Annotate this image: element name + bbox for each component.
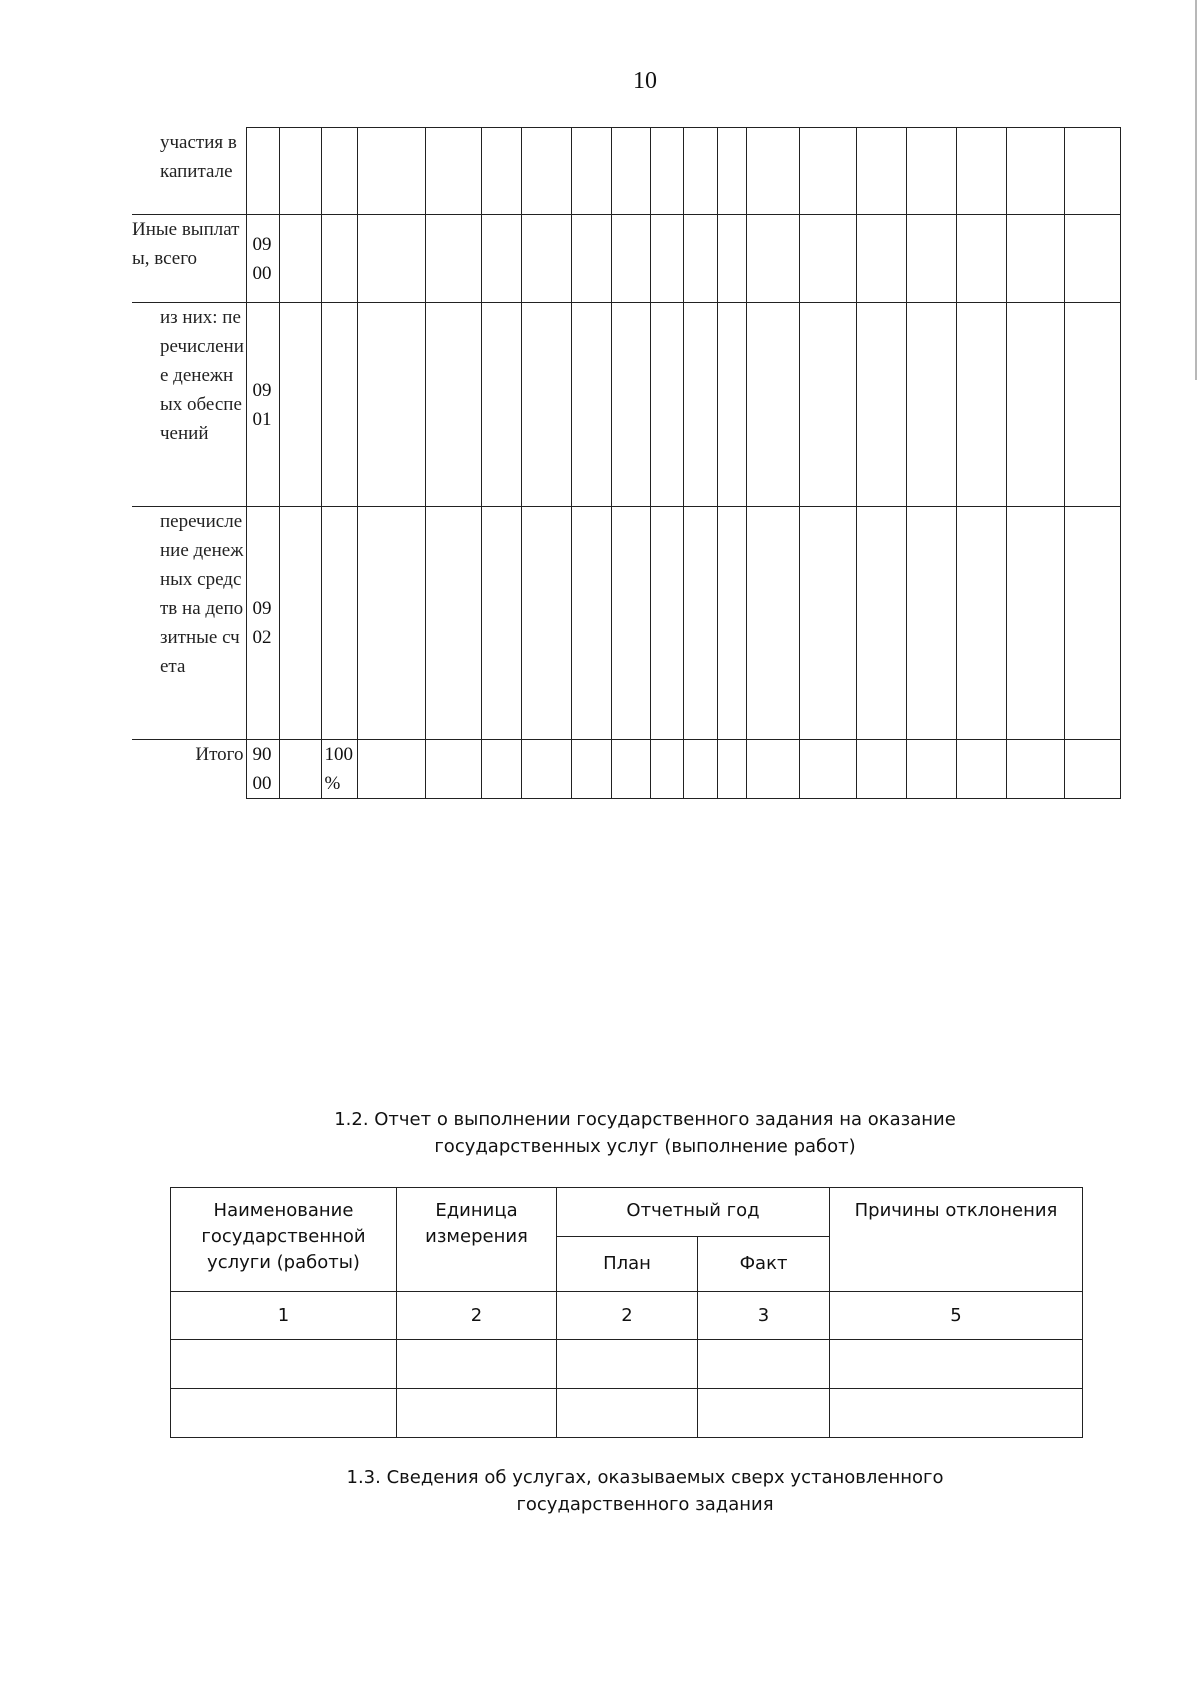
section-1-3-title-line2: государственного задания: [516, 1494, 774, 1515]
table-number-row: [171, 1292, 1083, 1340]
table-row: [132, 128, 1120, 215]
row-label: Итого: [132, 740, 246, 799]
column-number: 2: [397, 1292, 557, 1340]
row-code: 90 00: [246, 740, 279, 799]
column-number: 3: [698, 1292, 830, 1340]
row-label: перечисление денежных средств на депозитные счета: [132, 507, 246, 740]
section-1-2-title: [0, 1106, 1200, 1160]
section-1-3-title: [0, 1464, 1200, 1518]
row-code: 09 02: [246, 507, 279, 740]
table-row-total: [132, 740, 1120, 799]
payments-table: [132, 127, 1121, 799]
table-header-row: [171, 1188, 1083, 1237]
table-row: [171, 1389, 1083, 1438]
table-row: [132, 215, 1120, 303]
row-percent: 100 %: [321, 740, 357, 799]
table-row: [132, 303, 1120, 507]
header-fact: Факт: [698, 1237, 830, 1292]
row-label: из них: перечисление денежных обеспечений: [132, 303, 246, 507]
table-row: [132, 507, 1120, 740]
header-unit: Единица измерения: [397, 1188, 557, 1292]
column-number: 2: [557, 1292, 698, 1340]
row-label: Иные выплаты, всего: [132, 215, 246, 303]
row-code: [246, 128, 279, 215]
row-code: 09 01: [246, 303, 279, 507]
state-assignment-table: [170, 1187, 1083, 1438]
header-reporting-year: Отчетный год: [557, 1188, 830, 1237]
page-number: 10: [633, 68, 657, 94]
row-label: участия в капитале: [132, 128, 246, 215]
section-1-2-title-line2: государственных услуг (выполнение работ): [434, 1136, 856, 1157]
table-row: [171, 1340, 1083, 1389]
scan-edge-mark: [1195, 0, 1197, 380]
header-service-name: Наименование государственной услуги (работы): [171, 1188, 397, 1292]
section-1-3-title-line1: 1.3. Сведения об услугах, оказываемых сверх установленного: [346, 1467, 944, 1488]
header-plan: План: [557, 1237, 698, 1292]
header-deviation-reasons: Причины отклонения: [830, 1188, 1083, 1292]
section-1-2-title-line1: 1.2. Отчет о выполнении государственного задания на оказание: [334, 1109, 956, 1130]
column-number: 1: [171, 1292, 397, 1340]
row-code: 09 00: [246, 215, 279, 303]
column-number: 5: [830, 1292, 1083, 1340]
